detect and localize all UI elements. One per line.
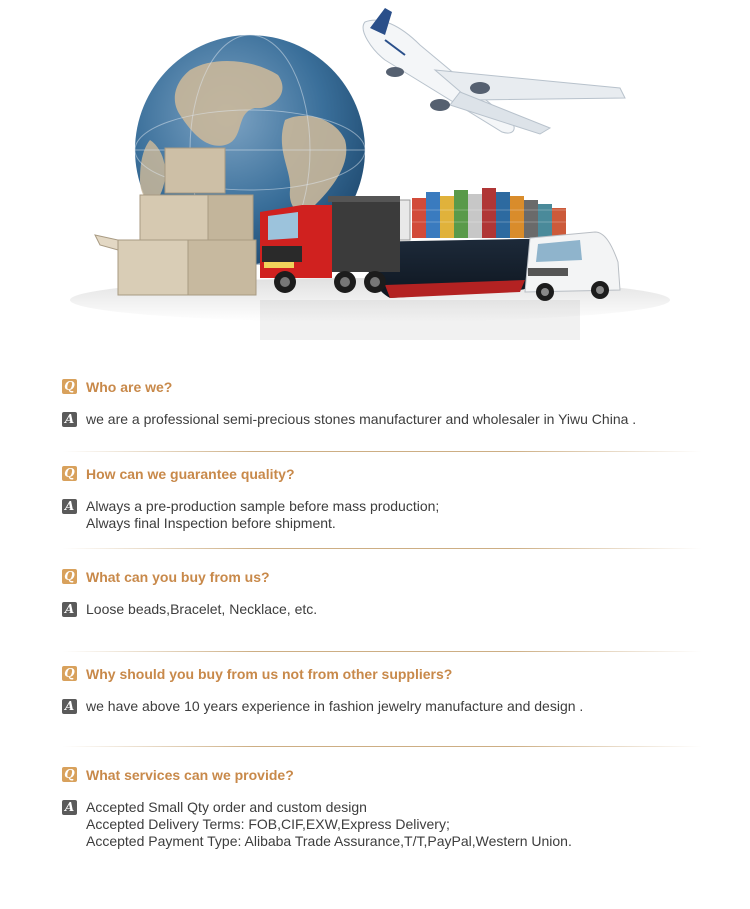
faq-answer-line: Always a pre-production sample before mass production; (86, 498, 440, 514)
faq-answer-row (62, 498, 439, 532)
faq-answer-line: Loose beads,Bracelet, Necklace, etc. (86, 601, 318, 617)
faq-answer-line: we are a professional semi-precious stones manufacturer and wholesaler in Yiwu China . (86, 411, 637, 427)
question-badge-icon: Q (62, 379, 77, 394)
airplane-icon (363, 8, 625, 134)
faq-divider (62, 651, 702, 652)
faq-answer (86, 411, 636, 428)
faq-answer (86, 799, 572, 850)
faq-question-row (62, 766, 294, 784)
answer-badge-icon: A (62, 800, 77, 815)
logistics-hero-illustration (40, 0, 680, 365)
faq-answer-line: we have above 10 years experience in fashion jewelry manufacture and design . (86, 698, 584, 714)
faq-answer (86, 601, 317, 618)
answer-badge-icon: A (62, 412, 77, 427)
faq-divider (62, 451, 702, 452)
question-badge-icon: Q (62, 767, 77, 782)
faq-question-row (62, 465, 295, 483)
faq-answer-line: Accepted Small Qty order and custom design (86, 799, 367, 815)
faq-question: What services can we provide? (86, 767, 294, 783)
question-badge-icon: Q (62, 466, 77, 481)
answer-badge-icon: A (62, 499, 77, 514)
faq-question: How can we guarantee quality? (86, 466, 295, 482)
answer-badge-icon: A (62, 699, 77, 714)
faq-answer-row (62, 799, 572, 850)
vehicle-reflection (260, 300, 580, 340)
van-icon (525, 232, 620, 301)
faq-answer (86, 698, 583, 715)
faq-answer-row (62, 411, 636, 428)
question-badge-icon: Q (62, 569, 77, 584)
faq-question: What can you buy from us? (86, 569, 270, 585)
faq-question-row (62, 665, 452, 683)
answer-badge-icon: A (62, 602, 77, 617)
faq-divider (62, 548, 702, 549)
faq-divider (62, 746, 702, 747)
faq-answer-row (62, 601, 317, 618)
faq-question: Why should you buy from us not from other suppliers? (86, 666, 453, 682)
faq-question-row (62, 568, 270, 586)
faq-question: Who are we? (86, 379, 173, 395)
faq-answer-line: Accepted Payment Type: Alibaba Trade Assurance,T/T,PayPal,Western Union. (86, 833, 572, 849)
faq-answer-row (62, 698, 583, 715)
faq-answer (86, 498, 439, 532)
question-badge-icon: Q (62, 666, 77, 681)
faq-answer-line: Accepted Delivery Terms: FOB,CIF,EXW,Express Delivery; (86, 816, 450, 832)
faq-question-row (62, 378, 172, 396)
faq-answer-line: Always final Inspection before shipment. (86, 515, 336, 531)
